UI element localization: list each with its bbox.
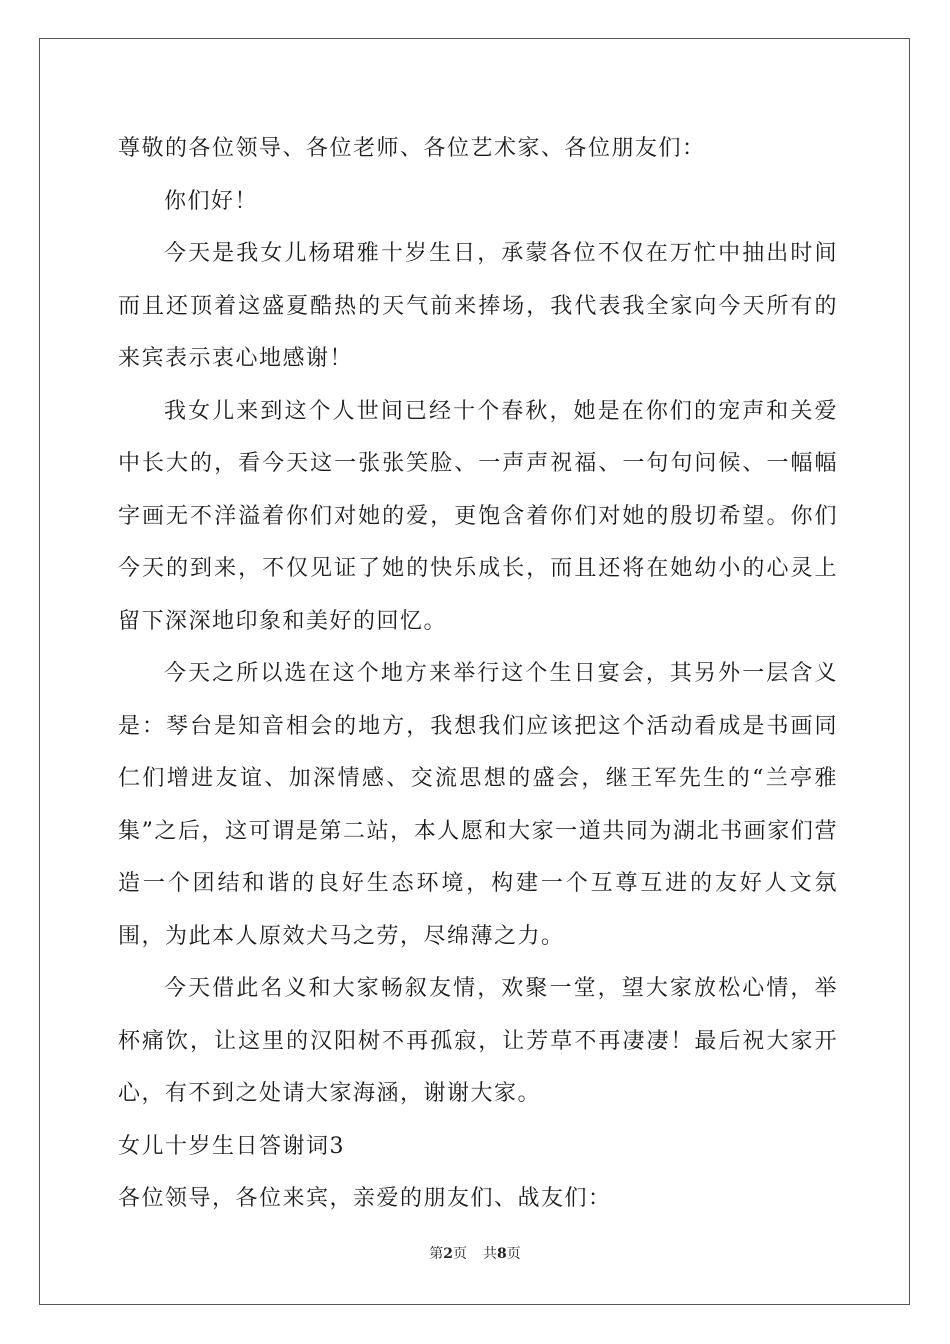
paragraph-1: 今天是我女儿杨珺雅十岁生日，承蒙各位不仅在万忙中抽出时间而且还顶着这盛夏酷热的天气前来捧场，我代表我全家向今天所有的来宾表示衷心地感谢！: [118, 241, 838, 371]
paragraph-3: 今天之所以选在这个地方来举行这个生日宴会，其另外一层含义是：琴台是知音相会的地方，我想我们应该把这个活动看成是书画同仁们增进友谊、加深情感、交流思想的盛会，继王军先生的“兰亭雅集”之后，这可谓是第二站，本人愿和大家一道共同为湖北书画家们营造一个团结和谐的良好生态环境，构建一个互尊互进的友好人文氛围，为此本人原效犬马之劳，尽绵薄之力。: [118, 661, 838, 949]
total-suffix: 页: [506, 1246, 521, 1262]
total-prefix: 共: [483, 1246, 497, 1262]
page-prefix: 第: [429, 1246, 444, 1262]
page-number: 2: [443, 1246, 453, 1262]
total-pages: 8: [497, 1246, 507, 1262]
page-footer: [0, 1243, 950, 1263]
greeting: 你们好！: [164, 188, 259, 214]
section-title: 女儿十岁生日答谢词3: [118, 1133, 345, 1159]
page-suffix: 页: [453, 1246, 467, 1262]
paragraph-2: 我女儿来到这个人世间已经十个春秋，她是在你们的宠声和关爱中长大的，看今天这一张张笑脸、一声声祝福、一句句问候、一幅幅字画无不洋溢着你们对她的爱，更饱含着你们对她的殷切希望。你们今天的到来，不仅见证了她的快乐成长，而且还将在她幼小的心灵上留下深深地印象和美好的回忆。: [118, 398, 838, 634]
document-body: [118, 123, 838, 1226]
paragraph-4: 今天借此名义和大家畅叙友情，欢聚一堂，望大家放松心情，举杯痛饮，让这里的汉阳树不再孤寂，让芳草不再凄凄！最后祝大家开心，有不到之处请大家海涵，谢谢大家。: [118, 976, 838, 1106]
next-salutation: 各位领导，各位来宾，亲爱的朋友们、战友们：: [118, 1186, 612, 1211]
salutation: 尊敬的各位领导、各位老师、各位艺术家、各位朋友们：: [118, 136, 706, 161]
